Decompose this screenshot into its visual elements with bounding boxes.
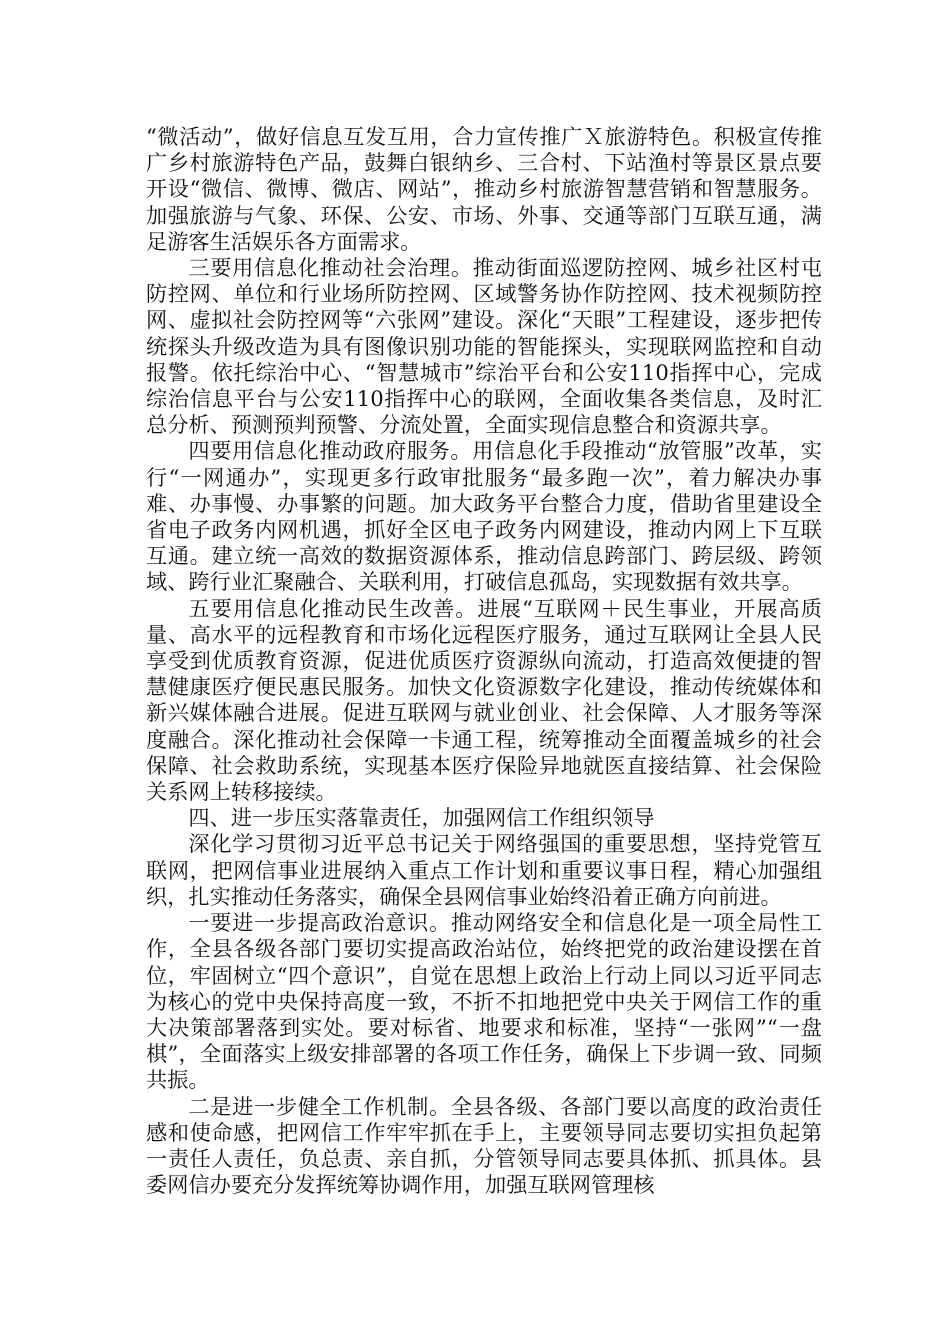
paragraph-social-governance: 三要用信息化推动社会治理。推动街面巡逻防控网、城乡社区村屯防控网、单位和行业场所防控网、区域警务协作防控网、技术视频防控网、虚拟社会防控网等“六张网”建设。深化“天眼”工程建设，逐步把传统探头升级改造为具有图像识别功能的智能探头，实现联网监控和自动报警。依托综治中心、“智慧城市”综治平台和公安110指挥中心，完成综治信息平台与公安110指挥中心的联网，全面收集各类信息，及时汇总分析、预测预判预警、分流处置，全面实现信息整合和资源共享。 [146,255,822,438]
document-body [146,124,822,1198]
paragraph-government-service: 四要用信息化推动政府服务。用信息化手段推动“放管服”改革，实行“一网通办”，实现更多行政审批服务“最多跑一次”，着力解决办事难、办事慢、办事繁的问题。加大政务平台整合力度，借助省里建设全省电子政务内网机遇，抓好全区电子政务内网建设，推动内网上下互联互通。建立统一高效的数据资源体系，推动信息跨部门、跨层级、跨领域、跨行业汇聚融合、关联利用，打破信息孤岛，实现数据有效共享。 [146,438,822,595]
paragraph-political-awareness: 一要进一步提高政治意识。推动网络安全和信息化是一项全局性工作，全县各级各部门要切实提高政治站位，始终把党的政治建设摆在首位，牢固树立“四个意识”，自觉在思想上政治上行动上同以习近平同志为核心的党中央保持高度一致，不折不扣地把党中央关于网信工作的重大决策部署落到实处。要对标省、地要求和标准，坚持“一张网”“一盘棋”，全面落实上级安排部署的各项工作任务，确保上下步调一致、同频共振。 [146,910,822,1093]
paragraph-section-intro: 深化学习贯彻习近平总书记关于网络强国的重要思想，坚持党管互联网，把网信事业进展纳入重点工作计划和重要议事日程，精心加强组织，扎实推动任务落实，确保全县网信事业始终沿着正确方向前进。 [146,831,822,909]
paragraph-tourism-promotion: “微活动”，做好信息互发互用，合力宣传推广Ｘ旅游特色。积极宣传推广乡村旅游特色产品，鼓舞白银纳乡、三合村、下站渔村等景区景点要开设“微信、微博、微店、网站”，推动乡村旅游智慧营销和智慧服务。加强旅游与气象、环保、公安、市场、外事、交通等部门互联互通，满足游客生活娱乐各方面需求。 [146,124,822,254]
section-heading-four: 四、进一步压实落靠责任，加强网信工作组织领导 [188,805,655,831]
paragraph-livelihood-improvement: 五要用信息化推动民生改善。进展“互联网＋民生事业，开展高质量、高水平的远程教育和市场化远程医疗服务，通过互联网让全县人民享受到优质教育资源，促进优质医疗资源纵向流动，打造高效便捷的智慧健康医疗便民惠民服务。加快文化资源数字化建设，推动传统媒体和新兴媒体融合进展。促进互联网与就业创业、社会保障、人才服务等深度融合。深化推动社会保障一卡通工程，统筹推动全面覆盖城乡的社会保障、社会救助系统，实现基本医疗保险异地就医直接结算、社会保险关系网上转移接续。 [146,595,822,805]
paragraph-work-mechanism: 二是进一步健全工作机制。全县各级、各部门要以高度的政治责任感和使命感，把网信工作牢牢抓在手上，主要领导同志要切实担负起第一责任人责任，负总责、亲自抓，分管领导同志要具体抓、抓具体。县委网信办要充分发挥统筹协调作用，加强互联网管理核 [146,1093,822,1198]
